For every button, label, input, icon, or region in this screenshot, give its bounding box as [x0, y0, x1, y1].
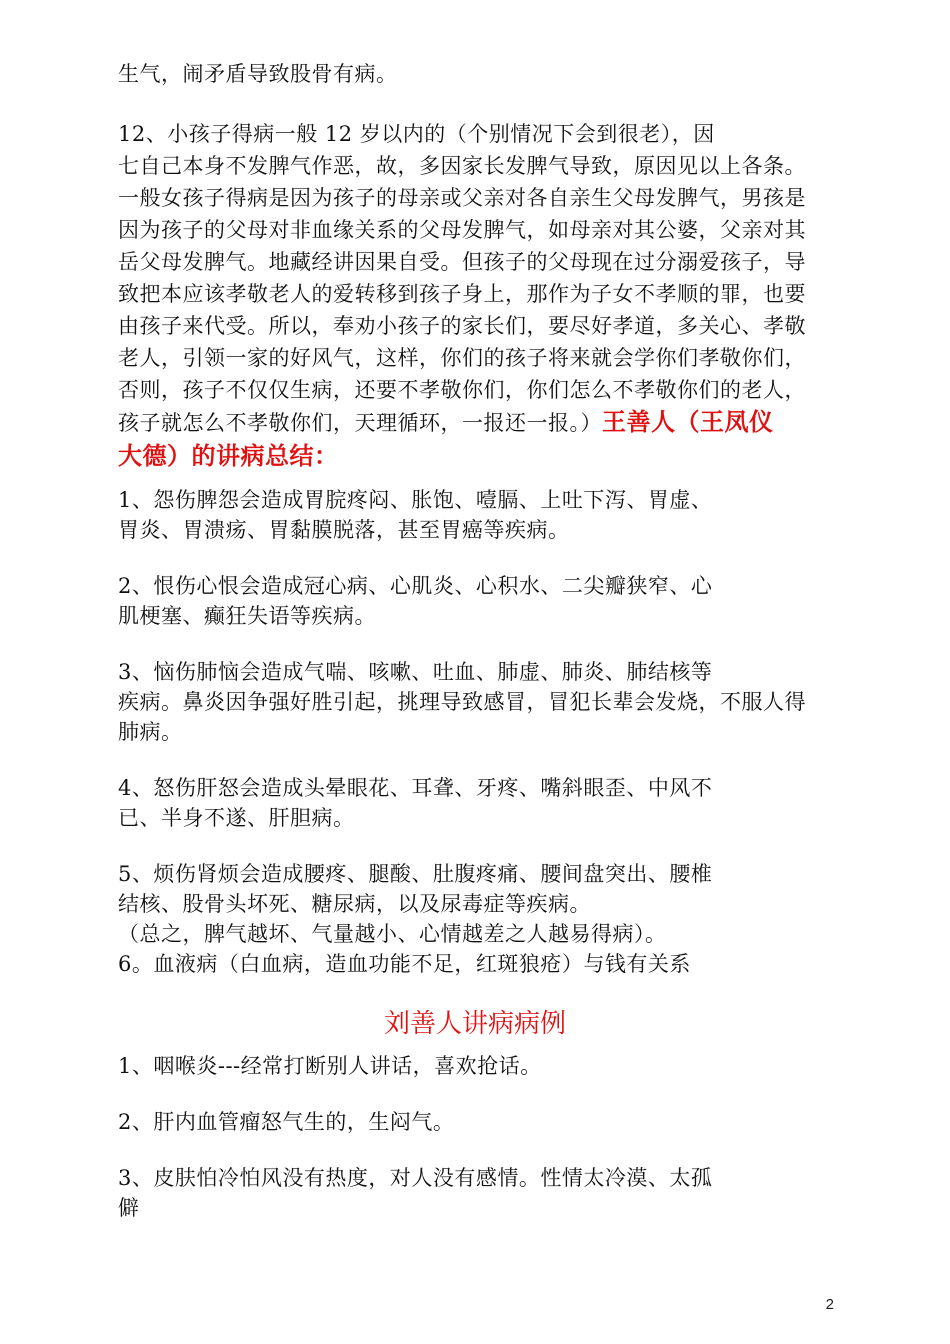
list-item: 1、怨伤脾怨会造成胃脘疼闷、胀饱、噎膈、上吐下泻、胃虚、	[118, 488, 713, 512]
paragraph-line: 因为孩子的父母对非血缘关系的父母发脾气，如母亲对其公婆，父亲对其	[118, 218, 806, 242]
list-item: 僻	[118, 1196, 140, 1220]
paragraph-line: 否则，孩子不仅仅生病，还要不孝敬你们，你们怎么不孝敬你们的老人，	[118, 378, 806, 402]
list-item: 胃炎、胃溃疡、胃黏膜脱落，甚至胃癌等疾病。	[118, 518, 570, 542]
section-title-red: 大德）的讲病总结：	[118, 442, 339, 470]
paragraph-line: 由孩子来代受。所以，奉劝小孩子的家长们，要尽好孝道，多关心、孝敬	[118, 314, 806, 338]
list-item: 肌梗塞、癫狂失语等疾病。	[118, 604, 376, 628]
section-title-line	[118, 440, 339, 473]
section-heading: 刘善人讲病病例	[383, 1009, 566, 1039]
page-number: 2	[825, 1296, 834, 1313]
list-item: 3、恼伤肺恼会造成气喘、咳嗽、吐血、肺虚、肺炎、肺结核等	[118, 660, 713, 684]
list-item: 2、肝内血管瘤怒气生的，生闷气。	[118, 1110, 455, 1134]
paragraph-line: 老人，引领一家的好风气，这样，你们的孩子将来就会学你们孝敬你们，	[118, 346, 806, 370]
paragraph-line: 致把本应该孝敬老人的爱转移到孩子身上，那作为子女不孝顺的罪，也要	[118, 282, 806, 306]
list-item: 已、半身不遂、肝胆病。	[118, 806, 355, 830]
list-item: 6。血液病（白血病，造血功能不足，红斑狼疮）与钱有关系	[118, 952, 691, 976]
list-item: 疾病。鼻炎因争强好胜引起，挑理导致感冒，冒犯长辈会发烧，不服人得	[118, 690, 806, 714]
list-item: （总之，脾气越坏、气量越小、心情越差之人越易得病）。	[118, 922, 667, 946]
list-item: 结核、股骨头坏死、糖尿病，以及尿毒症等疾病。	[118, 892, 591, 916]
paragraph-line	[118, 406, 774, 439]
list-item: 5、烦伤肾烦会造成腰疼、腿酸、肚腹疼痛、腰间盘突出、腰椎	[118, 862, 713, 886]
list-item: 3、皮肤怕冷怕风没有热度，对人没有感情。性情太冷漠、太孤	[118, 1166, 713, 1190]
paragraph-line: 七自己本身不发脾气作恶，故，多因家长发脾气导致，原因见以上各条。	[118, 154, 806, 178]
paragraph-line: 一般女孩子得病是因为孩子的母亲或父亲对各自亲生父母发脾气，男孩是	[118, 186, 806, 210]
paragraph-line: 生气，闹矛盾导致股骨有病。	[118, 62, 398, 86]
list-item: 4、怒伤肝怒会造成头晕眼花、耳聋、牙疼、嘴斜眼歪、中风不	[118, 776, 713, 800]
paragraph-text: 孩子就怎么不孝敬你们，天理循环，一报还一报。）	[118, 411, 602, 435]
paragraph-line: 岳父母发脾气。地藏经讲因果自受。但孩子的父母现在过分溺爱孩子，导	[118, 250, 806, 274]
section-title-red: 王善人（王凤仪	[602, 408, 774, 436]
list-item: 肺病。	[118, 720, 183, 744]
paragraph-line: 12、小孩子得病一般 12 岁以内的（个别情况下会到很老），因	[118, 122, 715, 146]
list-item: 2、恨伤心恨会造成冠心病、心肌炎、心积水、二尖瓣狭窄、心	[118, 574, 713, 598]
list-item: 1、咽喉炎---经常打断别人讲话，喜欢抢话。	[118, 1054, 542, 1078]
